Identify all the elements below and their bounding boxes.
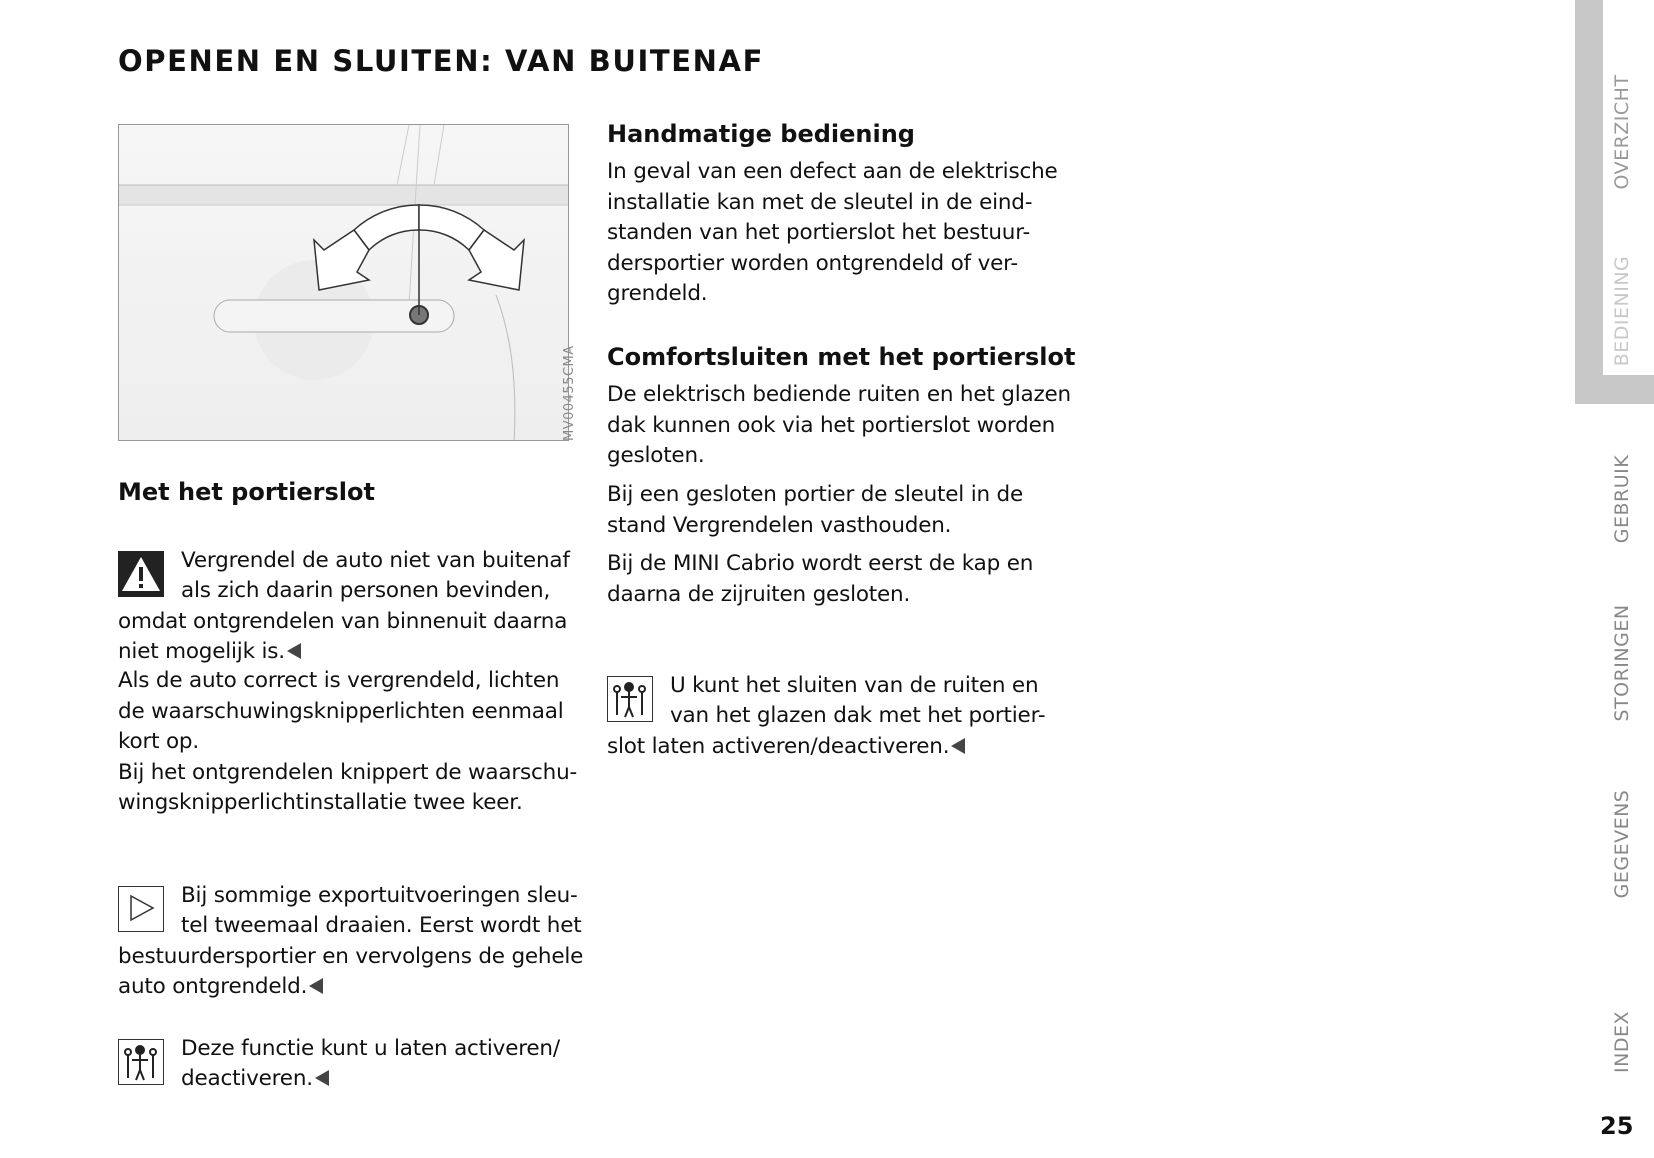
service-paragraph — [118, 1003, 598, 1095]
tab-gegevens[interactable]: GEGEVENS — [1611, 789, 1633, 899]
figure-code: MV00455CMA — [562, 345, 577, 441]
paragraph: Bij de MINI Cabrio wordt eerst de kap en daarna de zijruiten gesloten. — [607, 551, 1034, 607]
service-people-icon — [607, 676, 653, 722]
paragraph: Bij een gesloten portier de sleutel in de stand Vergrendelen vasthouden. — [607, 482, 1024, 538]
note-icon — [118, 886, 164, 932]
tab-index[interactable]: INDEX — [1611, 1011, 1633, 1073]
tab-bediening[interactable]: BEDIENING — [1611, 255, 1633, 367]
paragraph: Als de auto correct is vergrendeld, lichten de waarschuwingsknipperlichten eenmaal kort op. Bij het ontgrendelen knippert de waarschu- wingsknipperlichtinstallatie twee keer. — [118, 668, 578, 815]
end-marker-icon — [951, 738, 965, 754]
warning-paragraph — [118, 515, 598, 668]
note-text: Bij sommige exportuitvoeringen sleu- tel tweemaal draaien. Eerst wordt het bestuurdersportier en vervolgens de gehele auto ontgrendeld. — [118, 882, 584, 999]
paragraph: In geval van een defect aan de elektrische installatie kan met de sleutel in de eind- standen van het portierslot het bestuur- dersportier worden ontgrendeld of ver- grendeld. — [607, 159, 1058, 306]
service-people-icon — [118, 1039, 164, 1085]
end-marker-icon — [309, 978, 323, 994]
section-heading: Met het portierslot — [118, 478, 375, 506]
door-lock-illustration — [118, 124, 569, 441]
service-text: Deze functie kunt u laten activeren/ deactiveren. — [181, 1035, 560, 1091]
warning-icon — [118, 551, 164, 597]
section-heading: Comfortsluiten met het portierslot — [607, 343, 1076, 371]
tab-storingen[interactable]: STORINGEN — [1611, 604, 1633, 722]
paragraph: De elektrisch bediende ruiten en het glazen dak kunnen ook via het portierslot worden gesloten. — [607, 382, 1071, 468]
page-number: 25 — [1600, 1112, 1634, 1140]
warning-text: Vergrendel de auto niet van buitenaf als zich daarin personen bevinden, omdat ontgrendelen van binnenuit daarna niet mogelijk is. — [118, 547, 570, 664]
tab-overzicht[interactable]: OVERZICHT — [1611, 74, 1633, 190]
service-paragraph — [607, 640, 1087, 762]
end-marker-icon — [287, 643, 301, 659]
tab-gebruik[interactable]: GEBRUIK — [1611, 454, 1633, 544]
section-heading: Handmatige bediening — [607, 120, 915, 148]
note-paragraph — [118, 850, 598, 1003]
end-marker-icon — [315, 1070, 329, 1086]
page-title: OPENEN EN SLUITEN: VAN BUITENAF — [118, 44, 765, 78]
service-text: U kunt het sluiten van de ruiten en van het glazen dak met het portier- slot laten activeren/deactiveren. — [607, 672, 1046, 759]
